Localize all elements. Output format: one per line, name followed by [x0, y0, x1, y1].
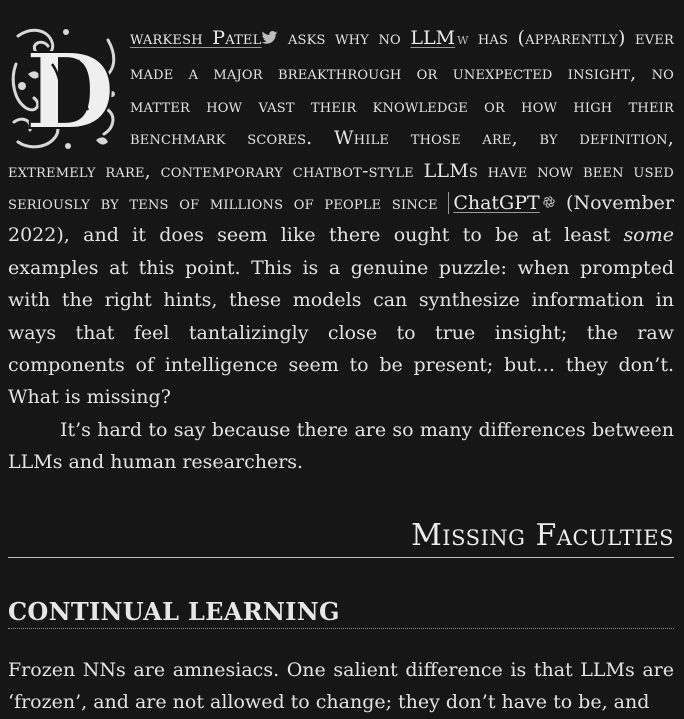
emphasis-some: some — [623, 224, 674, 247]
third-paragraph: Frozen NNs are amnesiacs. One salient difference is that LLMs are ‘frozen’, and are not allowed to change; they don’t have to be, and — [8, 659, 674, 714]
intro-paragraph — [8, 22, 674, 414]
openai-icon — [542, 195, 556, 209]
intro-text-1: asks why no — [278, 27, 411, 49]
author-link[interactable]: warkesh Patel — [130, 27, 262, 49]
intro-text-4: examples at this point. This is a genuine puzzle: when prompted with the right hints, these models can synthesize information in ways that feel tantalizingly close to true insight; the raw components of intelligence seem to be present; but… they don’t. What is missing? — [8, 256, 674, 409]
dropcap-ornament — [8, 24, 120, 152]
dropcap-letter: D — [24, 30, 116, 152]
llm-link[interactable]: LLM — [410, 27, 456, 49]
wikipedia-icon: W — [457, 34, 469, 47]
section-heading: Missing Faculties — [8, 517, 674, 558]
chatgpt-link[interactable]: ChatGPT — [448, 192, 539, 214]
subsection-heading: CONTINUAL LEARNING — [8, 597, 340, 626]
article-body — [8, 22, 674, 714]
intro-text-2: has (apparently) ever made a major breakthrough or unexpected insight, no matter how vast their knowledge or how high their benchmark scores. While those are, by definition, extremely rare, contemporary chatbot-style LLMs have now been used seriously by tens of millions of people since — [8, 27, 674, 215]
second-paragraph: It’s hard to say because there are so many differences between LLMs and human researchers. — [8, 418, 674, 474]
twitter-bird-icon — [261, 31, 278, 44]
subsection-rule — [8, 628, 674, 629]
intro-text-3: (November 2022), and it does seem like there ought to be at least — [8, 192, 674, 247]
